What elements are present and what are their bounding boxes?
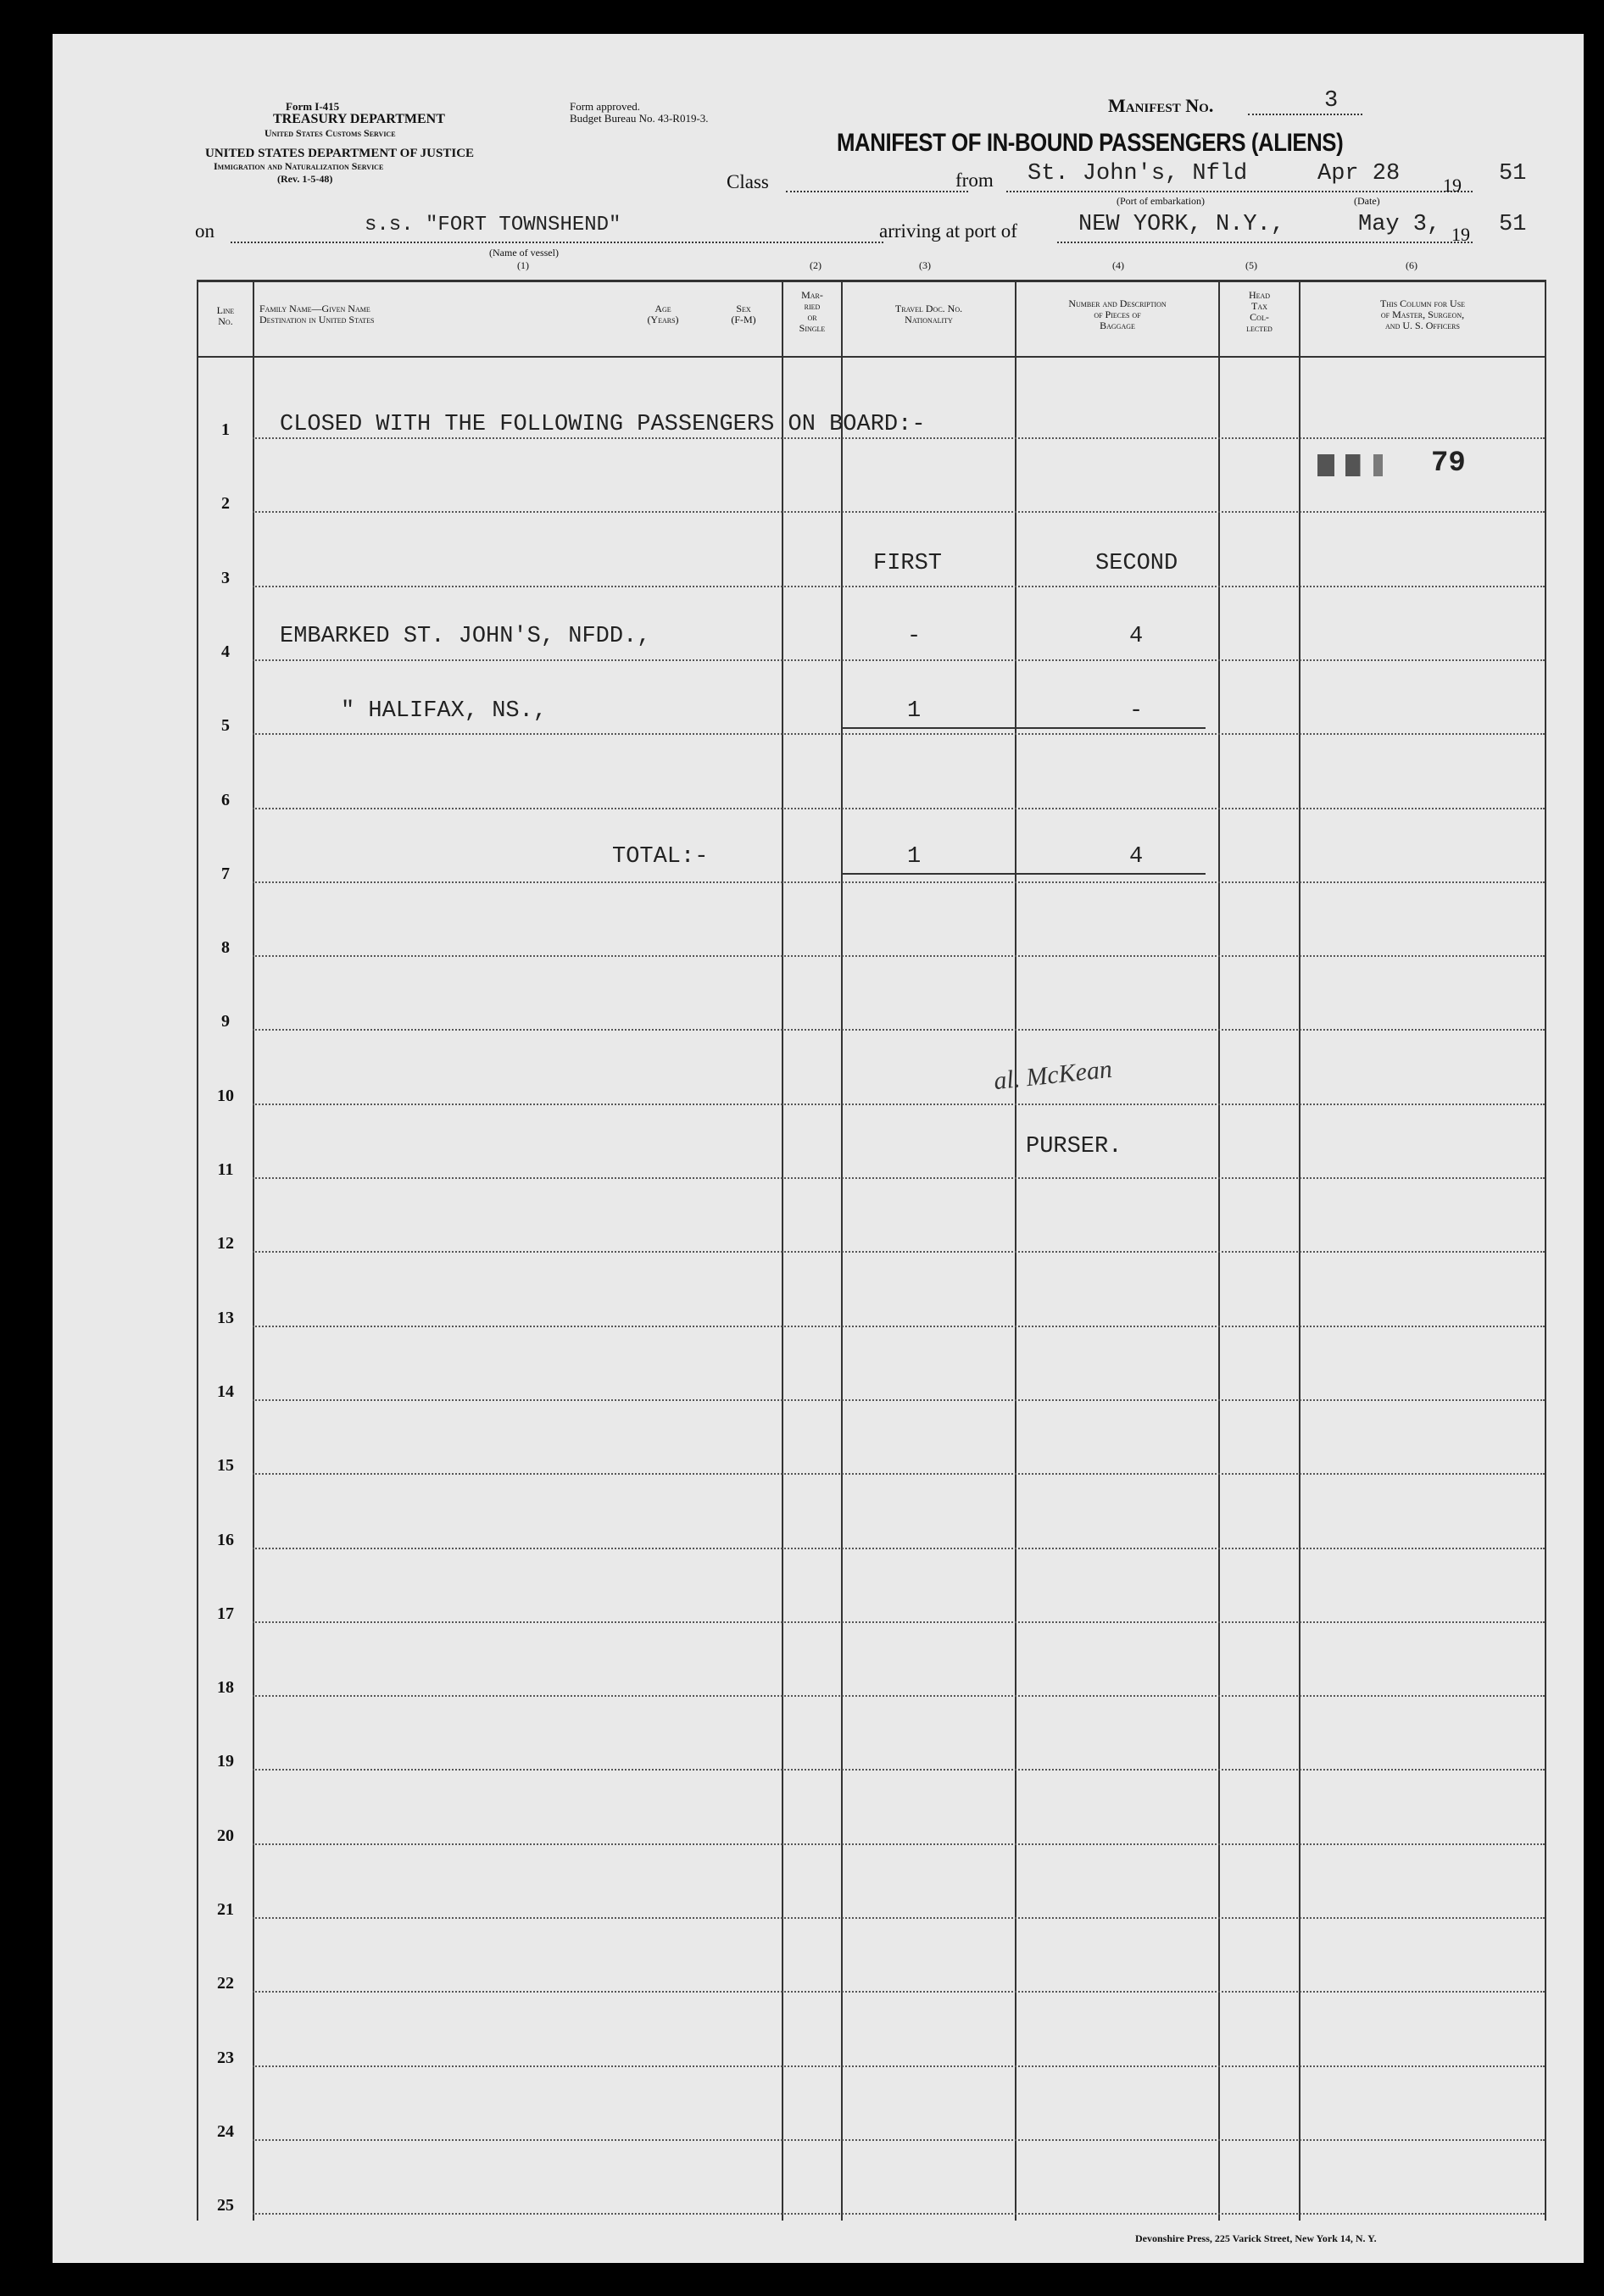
arrival-line: [1057, 242, 1473, 243]
line-number: 14: [217, 1381, 234, 1401]
line-number: 10: [217, 1086, 234, 1105]
entry-closed-with: CLOSED WITH THE FOLLOWING PASSENGERS ON BOARD:-: [280, 412, 926, 437]
table-row-line: [253, 1473, 1545, 1475]
table-row-line: [253, 437, 1545, 439]
header-line-no: Line No.: [216, 304, 235, 327]
line-number: 9: [221, 1012, 230, 1031]
manifest-no-label: Manifest No.: [1108, 95, 1214, 116]
col-travel-divider: [841, 280, 843, 2221]
entry-first-header: FIRST: [873, 551, 943, 576]
table-left-border: [197, 280, 198, 2221]
entry-stamp-number: 79: [1431, 448, 1466, 480]
line-number: 7: [221, 864, 230, 883]
line-number: 6: [221, 790, 230, 809]
from-label: from: [955, 170, 994, 191]
arriving-label: arriving at port of: [879, 220, 1017, 242]
port-of-arrival: NEW YORK, N.Y.,: [1078, 212, 1285, 237]
table-top-border: [197, 280, 1545, 282]
arrival-year: 51: [1499, 212, 1527, 237]
line-number: 22: [217, 1974, 234, 1993]
header-name: Family Name—Given Name Destination in United States: [259, 303, 375, 325]
table-row-line: [253, 2213, 1545, 2215]
entry-halifax: " HALIFAX, NS.,: [341, 698, 548, 724]
header-baggage: Number and Description of Pieces of Baggage: [1068, 297, 1167, 331]
col-baggage-divider: [1015, 280, 1016, 2221]
table-row-line: [253, 2139, 1545, 2141]
col-6-number: (6): [1406, 259, 1417, 271]
line-number: 20: [217, 1826, 234, 1845]
line-number: 12: [217, 1234, 234, 1254]
entry-second-header: SECOND: [1095, 551, 1178, 576]
vessel-caption: (Name of vessel): [489, 247, 559, 259]
entry-embarked-stjohns: EMBARKED ST. JOHN'S, NFDD.,: [280, 624, 651, 649]
table-header-border: [197, 356, 1545, 358]
table-row-line: [253, 1399, 1545, 1401]
on-label: on: [195, 220, 214, 242]
port-caption: (Port of embarkation): [1117, 195, 1205, 207]
arrival-date: May 3,: [1358, 212, 1441, 237]
table-row-line: [253, 1029, 1545, 1031]
table-right-border: [1545, 280, 1546, 2221]
manifest-no-value: 3: [1324, 88, 1339, 114]
subtotal-rule: [841, 727, 1206, 729]
form-number: Form I-415: [286, 100, 340, 113]
customs-service: United States Customs Service: [265, 127, 396, 139]
col-1-number: (1): [517, 259, 529, 271]
col-officers-divider: [1299, 280, 1300, 2221]
table-row-line: [253, 1991, 1545, 1993]
line-number: 25: [217, 2196, 234, 2215]
year-prefix-2: 19: [1451, 224, 1470, 245]
total-rule: [841, 873, 1206, 875]
entry-stamp-mark: [1317, 454, 1411, 476]
header-age: Age (Years): [647, 303, 679, 325]
line-number: 18: [217, 1678, 234, 1698]
table-row-line: [253, 1621, 1545, 1623]
line-number: 21: [217, 1900, 234, 1919]
line-number: 4: [221, 642, 230, 661]
line-number: 8: [221, 938, 230, 958]
embarkation-year: 51: [1499, 161, 1527, 186]
header-travel-doc: Travel Doc. No. Nationality: [894, 303, 963, 325]
vessel-line: [231, 242, 883, 243]
entry-purser: PURSER.: [1026, 1134, 1122, 1159]
purser-signature: al. McKean: [992, 1054, 1114, 1096]
table-row-line: [253, 955, 1545, 957]
table-row-line: [253, 881, 1545, 883]
printer-imprint: Devonshire Press, 225 Varick Street, New York 14, N. Y.: [1135, 2232, 1377, 2244]
line-number: 5: [221, 716, 230, 736]
table-row-line: [253, 808, 1545, 809]
justice-dept: UNITED STATES DEPARTMENT OF JUSTICE: [205, 147, 475, 160]
date-caption: (Date): [1354, 195, 1380, 207]
table-row-line: [253, 659, 1545, 661]
line-number: 2: [221, 494, 230, 514]
table-row-line: [253, 1769, 1545, 1771]
port-of-embarkation: St. John's, Nfld: [1028, 161, 1248, 186]
entry-stjohns-second: 4: [1129, 624, 1144, 649]
revision: (Rev. 1-5-48): [277, 173, 333, 185]
table-row-line: [253, 586, 1545, 587]
entry-total-label: TOTAL:-: [612, 844, 709, 870]
form-approved: Form approved.: [570, 100, 641, 113]
col-headtax-divider: [1218, 280, 1220, 2221]
manifest-title: MANIFEST OF IN-BOUND PASSENGERS (ALIENS): [837, 129, 1344, 157]
entry-halifax-second: -: [1129, 698, 1144, 724]
col-4-number: (4): [1112, 259, 1124, 271]
col-married-divider: [782, 280, 783, 2221]
header-head-tax: Head Tax Col- lected: [1246, 289, 1273, 334]
line-number: 15: [217, 1456, 234, 1476]
manifest-page: [53, 34, 1584, 2263]
col-2-number: (2): [810, 259, 821, 271]
table-row-line: [253, 1104, 1545, 1105]
table-row-line: [253, 1695, 1545, 1697]
class-label: Class: [727, 171, 769, 192]
line-number: 19: [217, 1752, 234, 1771]
table-row-line: [253, 2065, 1545, 2067]
class-line: [786, 191, 968, 192]
vessel-name: s.s. "FORT TOWNSHEND": [365, 214, 621, 236]
line-number: 24: [217, 2121, 234, 2141]
table-row-line: [253, 1548, 1545, 1549]
header-sex: Sex (F-M): [731, 303, 756, 325]
line-number: 11: [217, 1160, 234, 1179]
header-married: Mar- ried or Single: [799, 289, 826, 334]
from-line: [1006, 191, 1473, 192]
col-5-number: (5): [1245, 259, 1257, 271]
line-number: 23: [217, 2048, 234, 2067]
header-officers: This Column for Use of Master, Surgeon, and U. S. Officers: [1379, 297, 1466, 331]
table-row-line: [253, 1843, 1545, 1845]
table-row-line: [253, 733, 1545, 735]
line-number: 17: [217, 1604, 234, 1623]
budget-bureau: Budget Bureau No. 43-R019-3.: [570, 112, 709, 125]
table-row-line: [253, 511, 1545, 513]
line-number: 3: [221, 568, 230, 587]
col-3-number: (3): [919, 259, 931, 271]
entry-stjohns-first: -: [907, 624, 922, 649]
line-number: 1: [221, 420, 230, 439]
embarkation-date: Apr 28: [1317, 161, 1401, 186]
treasury-dept: TREASURY DEPARTMENT: [273, 112, 445, 126]
year-prefix: 19: [1443, 175, 1462, 196]
col-line-no-divider: [253, 280, 254, 2221]
entry-total-second: 4: [1129, 844, 1144, 870]
table-row-line: [253, 1251, 1545, 1253]
table-row-line: [253, 1177, 1545, 1179]
entry-total-first: 1: [907, 844, 922, 870]
table-row-line: [253, 1326, 1545, 1327]
table-row-line: [253, 1917, 1545, 1919]
line-number: 13: [217, 1308, 234, 1327]
line-number: 16: [217, 1530, 234, 1549]
entry-halifax-first: 1: [907, 698, 922, 724]
immigration-service: Immigration and Naturalization Service: [214, 160, 384, 172]
manifest-no-line: [1248, 114, 1362, 115]
